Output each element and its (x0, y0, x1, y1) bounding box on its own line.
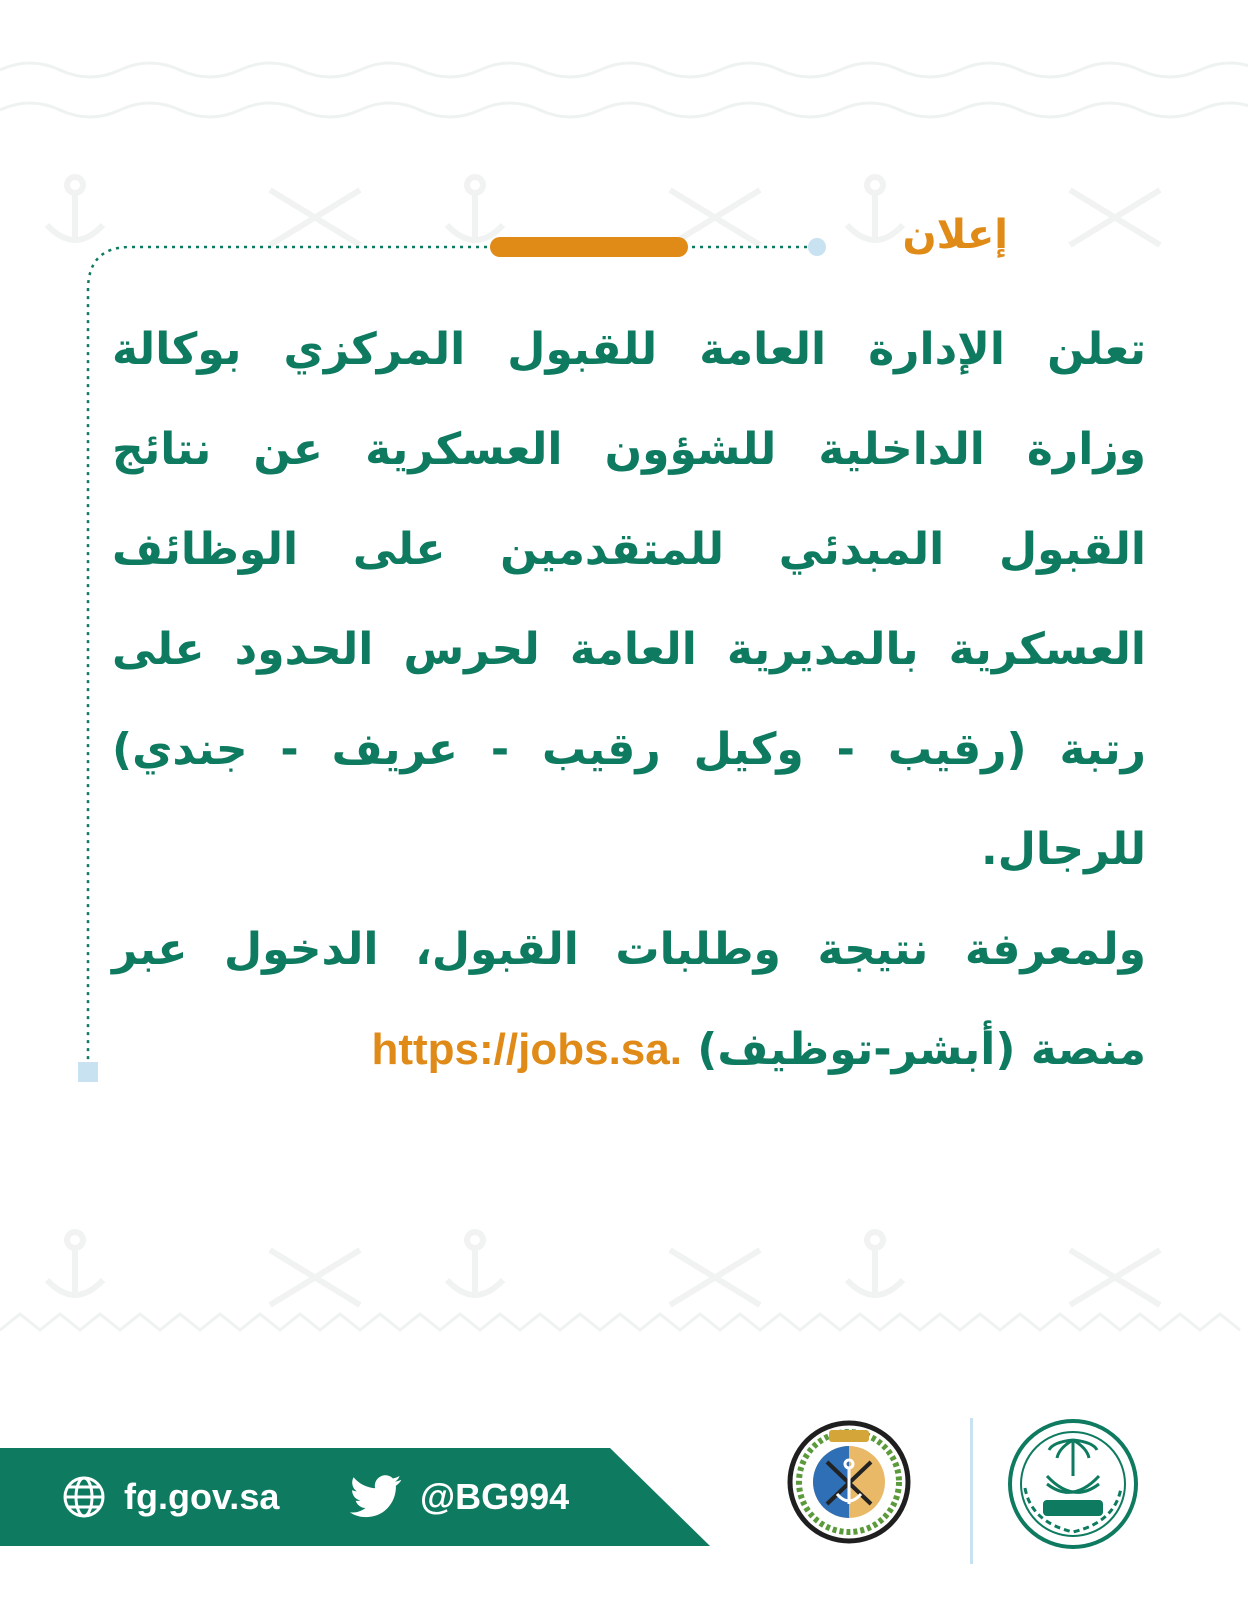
frame-dot (808, 238, 826, 256)
twitter-bird-icon (350, 1475, 402, 1519)
frame-square (78, 1062, 98, 1082)
website-link[interactable] (62, 1472, 279, 1522)
announcement-paragraph-2 (112, 900, 1146, 1100)
logo-divider (970, 1418, 973, 1564)
twitter-link[interactable] (350, 1472, 569, 1522)
announcement-body (112, 300, 1146, 1100)
website-text: fg.gov.sa (124, 1476, 280, 1517)
announcement-paragraph: تعلن الإدارة العامة للقبول المركزي بوكالة وزارة الداخلية للشؤون العسكرية عن نتائج القبول المبدئي للمتقدمين على الوظائف العسكرية بالمديرية العامة لحرس الحدود على رتبة (رقيب - وكيل رقيب - عريف - جندي) للرجال. (112, 324, 1146, 875)
jobs-link[interactable]: https://jobs.sa. (371, 1025, 682, 1074)
border-guard-emblem (787, 1420, 911, 1544)
ministry-of-interior-emblem (1007, 1418, 1139, 1550)
twitter-handle: @BG994 (420, 1476, 570, 1517)
accent-bar (490, 237, 688, 257)
announcement-heading: إعلان (902, 212, 1008, 258)
paragraph-2-text: ولمعرفة نتيجة وطلبات القبول، الدخول عبر منصة (أبشر-توظيف) (112, 924, 1146, 1075)
globe-icon (62, 1475, 106, 1519)
